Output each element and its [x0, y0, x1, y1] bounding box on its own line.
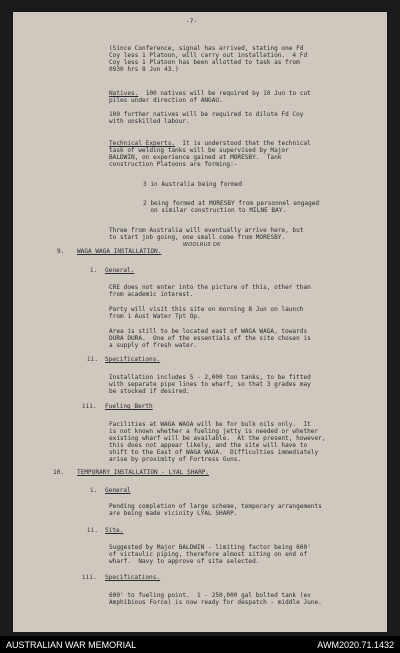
section-9-title: WAGA WAGA INSTALLATION.: [77, 248, 162, 255]
body-line: of victaulic piping, therefore almost siting on end of: [109, 551, 308, 558]
natives-heading: Natives.: [109, 90, 139, 97]
subsection-title: General.: [105, 267, 135, 274]
subsection-number: iii.: [82, 403, 97, 410]
subsection-title: General: [105, 487, 131, 494]
natives-line: with unskilled labour.: [109, 118, 190, 125]
experts-line: task of welding tanks will be supervised by Major: [109, 147, 289, 154]
body-line: from 1 Aust Water Tpt Op.: [109, 313, 201, 320]
body-line: Facilities at WAGA WAGA will be for bulk oils only. It: [109, 421, 311, 428]
subsection-number: iii.: [82, 574, 97, 581]
experts-item: 2 being formed at MORESBY from personnel engaged: [143, 200, 320, 207]
section-9-number: 9.: [57, 248, 65, 255]
subsection-number: ii.: [87, 356, 99, 363]
archive-footer: [0, 636, 400, 653]
accession-number: AWM2020.71.1432: [317, 639, 394, 650]
experts-heading: Technical Experts.: [109, 140, 176, 147]
body-line: Amphibious Force) is now ready for despatch - middle June.: [109, 599, 322, 606]
institution-name: AUSTRALIAN WAR MEMORIAL: [6, 639, 137, 650]
body-line: Party will visit this site on morning 8 Jun on launch: [109, 306, 304, 313]
intro-line: Coy less 1 Platoon has been allotted to task as from: [109, 59, 300, 66]
experts-line: construction Platoons are forming:-: [109, 161, 238, 168]
subsection-number: ii.: [87, 527, 99, 534]
intro-line: Coy less 1 Platoon, will carry out installation. 4 Fd: [109, 52, 308, 59]
body-line: 600' to fueling point. 1 - 250,000 gal bolted tank (ex: [109, 592, 311, 599]
handwritten-annotation: WOOLRUS OK: [183, 242, 221, 248]
body-line: existing wharf will be available. At the present, however,: [109, 435, 326, 442]
body-line: is not known whether a fueling jetty is needed or whether: [109, 428, 319, 435]
body-line: arise by proximity of Fortress Guns.: [109, 456, 242, 463]
section-10-number: 10.: [53, 469, 65, 476]
body-line: DURA DURA. One of the essentials of the site chosen is: [109, 335, 311, 342]
subsection-title: Specifications.: [105, 574, 161, 581]
subsection-number: i.: [90, 267, 98, 274]
experts-text: It is understood that the technical: [175, 140, 311, 147]
subsection-title: Specifications.: [105, 356, 161, 363]
experts-item: 3 in Australia being formed: [143, 181, 243, 188]
experts-line: Three from Australia will eventually arrive here, but: [109, 227, 304, 234]
experts-item: on similar construction to MILNE BAY.: [143, 207, 287, 214]
intro-line: 0930 hrs 8 Jun 43.): [109, 66, 179, 73]
body-line: shift to the East of WAGA WAGA. Difficulties immediately: [109, 449, 319, 456]
natives-line: piles under direction of ANGAU.: [109, 97, 223, 104]
body-line: CRE does not enter into the picture of this, other than: [109, 284, 311, 291]
section-10-title: TEMPORARY INSTALLATION - LYAL SHARP.: [77, 469, 210, 476]
experts-line: BALDWIN, on experience gained at MORESBY. Tank: [109, 154, 282, 161]
document-page: [13, 12, 387, 632]
body-line: are being made vicinity LYAL SHARP.: [109, 510, 238, 517]
experts-line: to start job going, one small come from MORESBY.: [109, 234, 286, 241]
natives-line: 100 further natives will be required to dilute Fd Coy: [109, 111, 304, 118]
body-line: be stocked if desired.: [109, 388, 190, 395]
page-number: -7-: [186, 18, 198, 25]
subsection-title: Site.: [105, 527, 124, 534]
subsection-number: i.: [90, 487, 98, 494]
body-line: a supply of fresh water.: [109, 342, 198, 349]
body-line: Installation includes 5 - 2,000 ton tanks, to be fitted: [109, 374, 311, 381]
subsection-title: Fueling Berth: [105, 403, 153, 410]
body-line: Suggested by Major BALDWIN - limiting factor being 600': [109, 544, 311, 551]
body-line: from academic interest.: [109, 291, 194, 298]
body-line: Pending completion of large scheme, temporary arrangements: [109, 503, 322, 510]
body-line: wharf. Navy to approve of site selected.: [109, 558, 260, 565]
body-line: Area is still to be located east of WAGA WAGA, towards: [109, 328, 308, 335]
body-line: this does not appear likely, and the site will have to: [109, 442, 308, 449]
natives-text: 100 natives will be required by 10 Jun to cut: [138, 90, 311, 97]
body-line: with separate pipe lines to wharf, so that 3 grades may: [109, 381, 311, 388]
intro-line: (Since Conference, signal has arrived, stating one Fd: [109, 45, 304, 52]
